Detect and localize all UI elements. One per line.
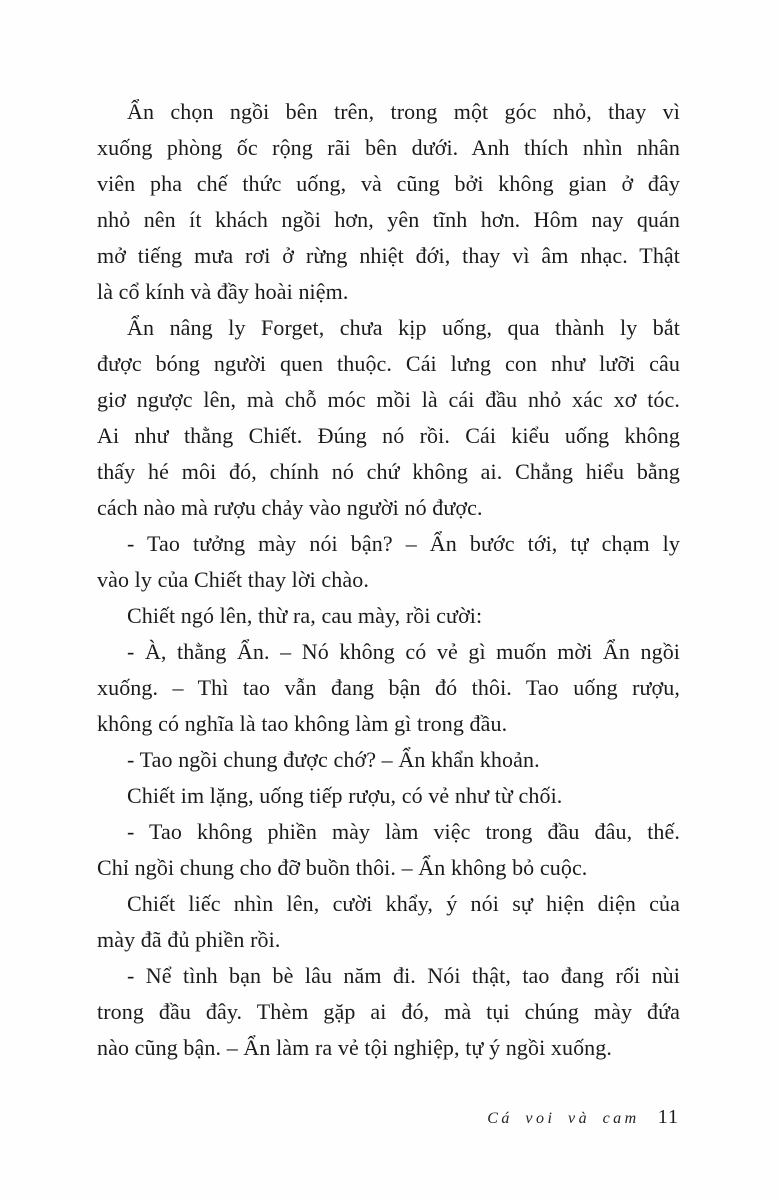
text-line: - À, thằng Ẩn. – Nó không có vẻ gì muốn mời Ẩn ngồi: [127, 639, 680, 664]
paragraph: [97, 778, 680, 814]
text-line: thấy hé môi đó, chính nó chứ không ai. Chẳng hiểu bằng: [97, 459, 680, 484]
text-line: được bóng người quen thuộc. Cái lưng con như lưỡi câu: [97, 351, 680, 376]
text-line: Ai như thằng Chiết. Đúng nó rồi. Cái kiểu uống không: [97, 423, 680, 448]
text-line: cách nào mà rượu chảy vào người nó được.: [97, 495, 483, 520]
text-line: - Nể tình bạn bè lâu năm đi. Nói thật, tao đang rối nùi: [127, 963, 680, 988]
text-line: mở tiếng mưa rơi ở rừng nhiệt đới, thay vì âm nhạc. Thật: [97, 243, 680, 268]
text-line: - Tao tưởng mày nói bận? – Ẩn bước tới, tự chạm ly: [127, 531, 680, 556]
text-line: Ẩn chọn ngồi bên trên, trong một góc nhỏ, thay vì: [127, 99, 680, 124]
page-number: 11: [657, 1106, 679, 1128]
paragraph: [97, 886, 680, 958]
paragraph: [97, 94, 680, 310]
text-line: không có nghĩa là tao không làm gì trong đầu.: [97, 711, 508, 736]
paragraph: [97, 958, 680, 1066]
text-line: - Tao không phiền mày làm việc trong đầu đâu, thế.: [127, 819, 680, 844]
text-line: vào ly của Chiết thay lời chào.: [97, 567, 369, 592]
text-line: - Tao ngồi chung được chớ? – Ẩn khẩn khoản.: [127, 747, 540, 772]
text-line: là cổ kính và đầy hoài niệm.: [97, 279, 349, 304]
text-line: nào cũng bận. – Ẩn làm ra vẻ tội nghiệp, tự ý ngồi xuống.: [97, 1035, 612, 1060]
text-line: trong đầu đây. Thèm gặp ai đó, mà tụi chúng mày đứa: [97, 999, 680, 1024]
text-line: xuống. – Thì tao vẫn đang bận đó thôi. Tao uống rượu,: [97, 675, 680, 700]
paragraph: [97, 742, 680, 778]
text-line: nhỏ nên ít khách ngồi hơn, yên tĩnh hơn. Hôm nay quán: [97, 207, 680, 232]
text-line: giơ ngược lên, mà chỗ móc mồi là cái đầu nhỏ xác xơ tóc.: [97, 387, 680, 412]
paragraph: [97, 598, 680, 634]
paragraph: [97, 814, 680, 886]
text-line: Chỉ ngồi chung cho đỡ buồn thôi. – Ẩn không bỏ cuộc.: [97, 855, 588, 880]
text-line: Chiết liếc nhìn lên, cười khẩy, ý nói sự hiện diện của: [127, 891, 680, 916]
paragraph: [97, 310, 680, 526]
text-line: mày đã đủ phiền rồi.: [97, 927, 281, 952]
body-text: [97, 94, 680, 1066]
text-line: viên pha chế thức uống, và cũng bởi không gian ở đây: [97, 171, 680, 196]
running-title: Cá voi và cam: [487, 1110, 640, 1127]
page-footer: [487, 1106, 679, 1129]
text-line: xuống phòng ốc rộng rãi bên dưới. Anh thích nhìn nhân: [97, 135, 680, 160]
text-line: Chiết im lặng, uống tiếp rượu, có vẻ như từ chối.: [127, 783, 563, 808]
paragraph: [97, 526, 680, 598]
paragraph: [97, 634, 680, 742]
text-line: Chiết ngó lên, thừ ra, cau mày, rồi cười:: [127, 603, 483, 628]
text-line: Ẩn nâng ly Forget, chưa kịp uống, qua thành ly bắt: [127, 315, 680, 340]
